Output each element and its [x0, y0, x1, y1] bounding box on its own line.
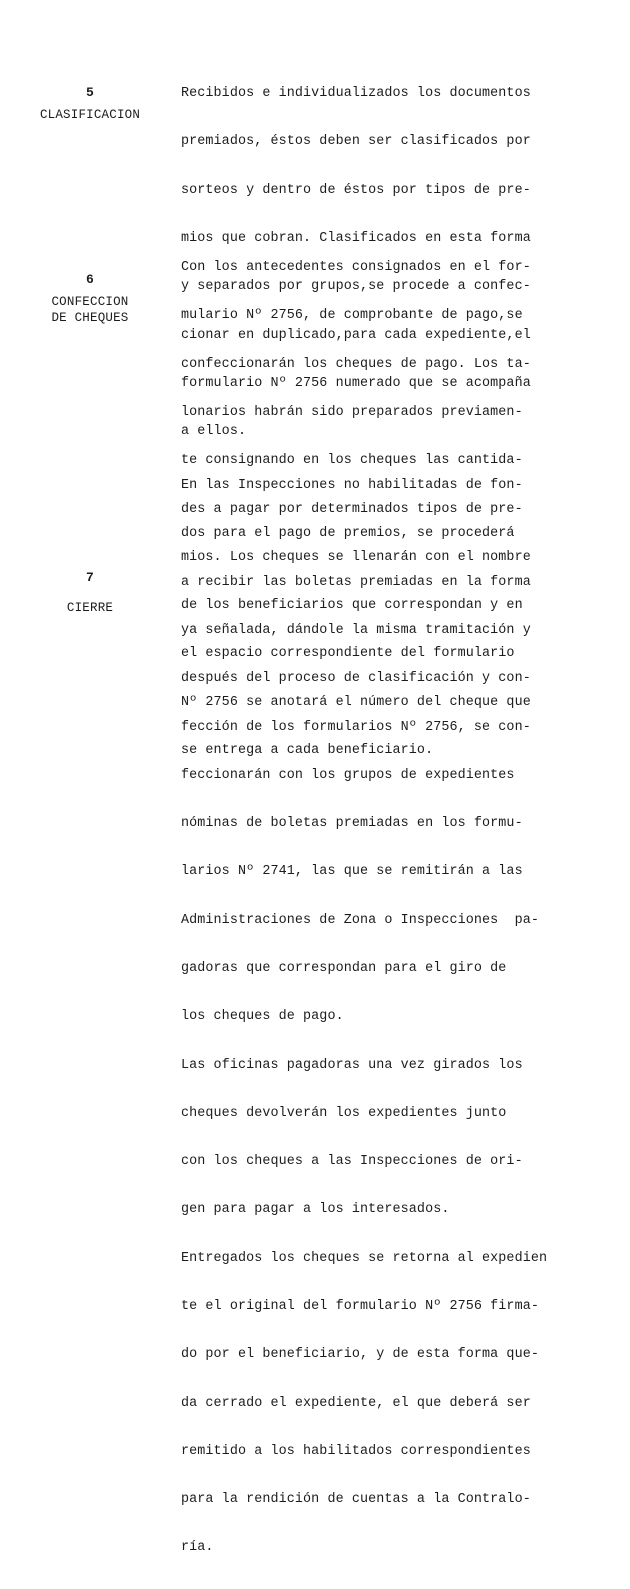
text-line: y separados por grupos,se procede a confec- [181, 279, 531, 295]
text-line: fección de los formularios Nº 2756, se con- [181, 719, 531, 735]
section-number: 5 [85, 85, 94, 100]
text-line: para la rendición de cuentas a la Contralo- [181, 1492, 531, 1508]
text-line: te consignando en los cheques las cantida- [181, 453, 523, 469]
text-line: Entregados los cheques se retorna al expedien [181, 1250, 548, 1266]
text-line: a ellos. [181, 424, 247, 440]
text-line: des a pagar por determinados tipos de pre- [181, 501, 523, 517]
text-line: ría. [181, 1540, 214, 1556]
text-line: se entrega a cada beneficiario. [181, 743, 434, 758]
text-line: larios Nº 2741, las que se remitirán a las [181, 864, 523, 880]
text-line: Recibidos e individualizados los documentos [181, 86, 531, 102]
text-line: el espacio correspondiente del formulario [181, 646, 515, 662]
text-line: dos para el pago de premios, se procederá [181, 526, 515, 542]
section-title: CLASIFICACION [39, 108, 141, 122]
text-line: los cheques de pago. [181, 1009, 344, 1025]
text-line: da cerrado el expediente, el que deberá ser [181, 1395, 531, 1411]
text-line: sorteos y dentro de éstos por tipos de pre- [181, 182, 531, 198]
text-line: ya señalada, dándole la misma tramitación y [181, 623, 531, 639]
text-line: formulario Nº 2756 numerado que se acompaña [181, 375, 531, 391]
section-heading [0, 85, 180, 123]
text-line: de los beneficiarios que correspondan y en [181, 598, 523, 614]
text-line: lonarios habrán sido preparados previamen- [181, 405, 523, 421]
text-line: nóminas de boletas premiadas en los formu- [181, 816, 523, 832]
text-line: cionar en duplicado,para cada expediente,el [181, 327, 531, 343]
text-line: En las Inspecciones no habilitadas de fon- [181, 478, 523, 494]
text-line: después del proceso de clasificación y con- [181, 671, 531, 687]
section-number: 6 [85, 272, 94, 287]
text-line: Con los antecedentes consignados en el for- [181, 260, 531, 276]
text-line: mios. Los cheques se llenarán con el nombre [181, 549, 531, 565]
text-line: Las oficinas pagadoras una vez girados los [181, 1057, 523, 1073]
section-heading [0, 272, 180, 326]
text-line: mulario Nº 2756, de comprobante de pago,se [181, 308, 523, 324]
text-line: gen para pagar a los interesados. [181, 1202, 450, 1218]
section-title: CIERRE [66, 601, 114, 615]
text-line: remitido a los habilitados correspondientes [181, 1443, 531, 1459]
text-line: premiados, éstos deben ser clasificados por [181, 134, 531, 150]
text-line: con los cheques a las Inspecciones de ori- [181, 1154, 523, 1170]
section-heading [0, 570, 180, 616]
text-line: a recibir las boletas premiadas en la forma [181, 574, 531, 590]
text-line: cheques devolverán los expedientes junto [181, 1105, 507, 1121]
text-line: mios que cobran. Clasificados en esta forma [181, 231, 531, 247]
section-body [181, 446, 601, 1589]
section-title-line: CONFECCION [51, 295, 129, 309]
text-line: confeccionarán los cheques de pago. Los ta- [181, 356, 531, 372]
text-line: Nº 2756 se anotará el número del cheque que [181, 694, 531, 710]
text-line: Administraciones de Zona o Inspecciones pa- [181, 912, 539, 928]
text-line: te el original del formulario Nº 2756 firma- [181, 1298, 539, 1314]
text-line: feccionarán con los grupos de expedientes [181, 767, 515, 783]
section-title-line: DE CHEQUES [51, 311, 129, 325]
section-number: 7 [85, 570, 94, 585]
text-line: gadoras que correspondan para el giro de [181, 961, 507, 976]
text-line: do por el beneficiario, y de esta forma que- [181, 1347, 539, 1363]
